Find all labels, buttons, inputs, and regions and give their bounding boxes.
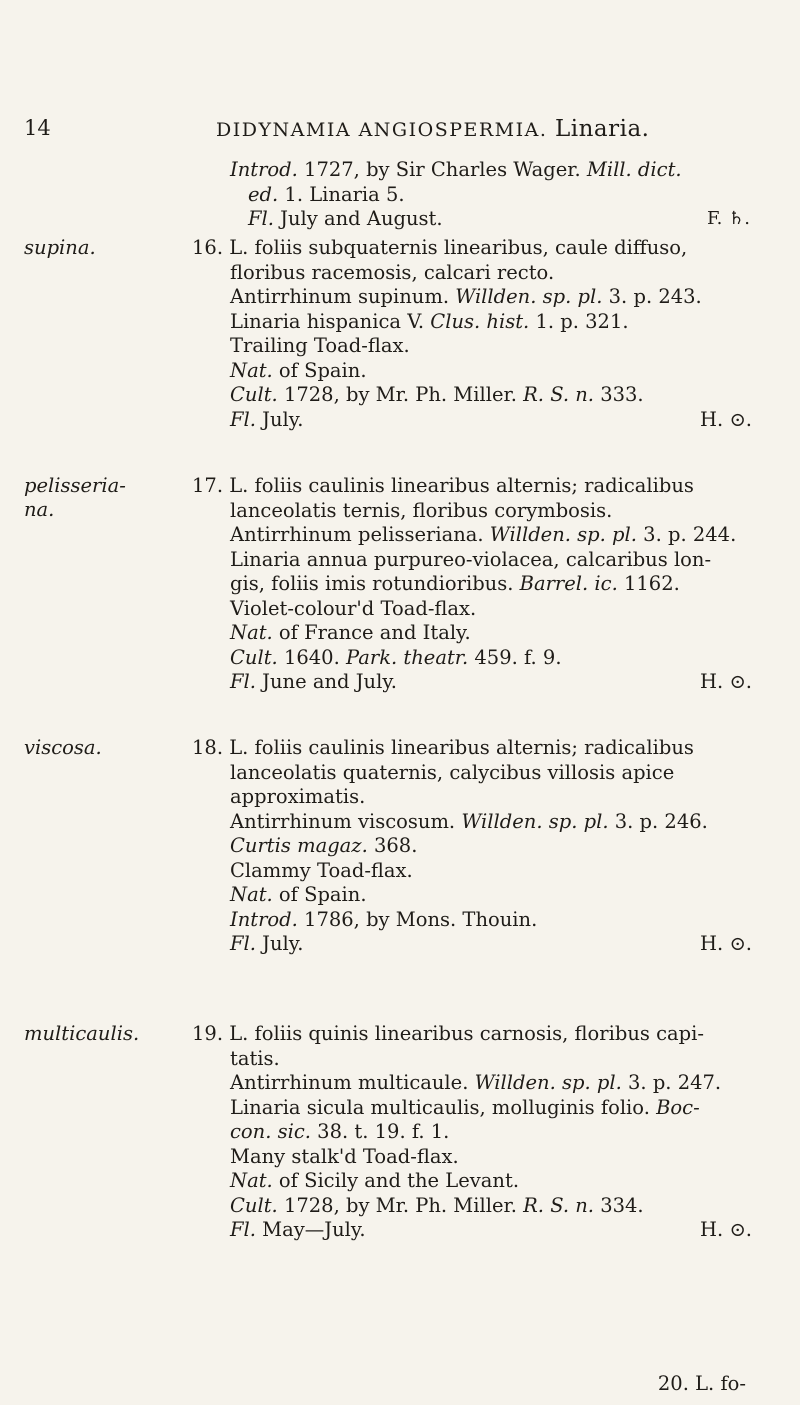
habit-symbol: H. ⊙. — [700, 670, 752, 693]
cultivation-line: Cult. 1728, by Mr. Ph. Miller. R. S. n. 333. — [230, 383, 644, 406]
running-title-genus: Linaria. — [554, 116, 650, 142]
entry-body — [192, 474, 752, 695]
synonym-line: Antirrhinum multicaule. Willden. sp. pl. 3. p. 247. — [230, 1071, 722, 1094]
entry-body — [192, 1022, 752, 1243]
synonym-line: Antirrhinum supinum. Willden. sp. pl. 3. p. 243. — [230, 285, 702, 308]
synonym-line: gis, foliis imis rotundioribus. Barrel. ic. 1162. — [230, 572, 680, 595]
common-name: Trailing Toad-flax. — [230, 334, 410, 357]
synonym-line: Curtis magaz. 368. — [230, 834, 418, 857]
diagnosis-line: tatis. — [230, 1046, 280, 1070]
species-name: supina. — [24, 236, 96, 259]
synonym-line: Linaria sicula multicaulis, molluginis folio. Boc- — [230, 1095, 700, 1119]
common-name: Clammy Toad-flax. — [230, 858, 413, 882]
perennial-symbol: F. ♄. — [707, 208, 750, 229]
diagnosis-line: 19. L. foliis quinis linearibus carnosis, floribus capi- — [192, 1022, 704, 1045]
habit-symbol: H. ⊙. — [700, 1218, 752, 1241]
habit-symbol: H. ⊙. — [700, 407, 752, 431]
native-line: Nat. of Spain. — [230, 883, 367, 906]
species-name: multicaulis. — [24, 1022, 140, 1045]
diagnosis-line: lanceolatis quaternis, calycibus villosis apice — [230, 760, 675, 784]
diagnosis-line: 18. L. foliis caulinis linearibus alternis; radicalibus — [192, 736, 694, 759]
native-line: Nat. of Spain. — [230, 358, 367, 382]
synonym-line: Linaria hispanica V. Clus. hist. 1. p. 321. — [230, 309, 629, 333]
synonym-line: Antirrhinum pelisseriana. Willden. sp. pl. 3. p. 244. — [230, 523, 737, 546]
intro-line-1: Introd. 1727, by Sir Charles Wager. Mill. dict. — [230, 158, 682, 181]
running-title — [216, 116, 649, 142]
cultivation-line: Cult. 1728, by Mr. Ph. Miller. R. S. n. 334. — [230, 1193, 644, 1217]
native-line: Nat. of France and Italy. — [230, 621, 471, 644]
native-line: Nat. of Sicily and the Levant. — [230, 1169, 520, 1192]
diagnosis-line: 16. L. foliis subquaternis linearibus, caule diffuso, — [192, 236, 688, 259]
diagnosis-line: floribus racemosis, calcari recto. — [230, 260, 555, 284]
synonym-line: Linaria annua purpureo-violacea, calcaribus lon- — [230, 547, 712, 571]
entry-body — [192, 236, 752, 432]
running-title-text: DIDYNAMIA ANGIOSPERMIA. — [216, 119, 548, 141]
common-name: Many stalk'd Toad-flax. — [230, 1144, 459, 1168]
intro-line-3: Fl. July and August. F. ♄. — [248, 207, 750, 230]
species-name: viscosa. — [24, 736, 102, 759]
flowering-line: Fl. July. H. ⊙. — [230, 932, 752, 955]
page-number: 14 — [24, 116, 51, 140]
entry-body — [192, 736, 752, 957]
flowering-line: Fl. May—July. H. ⊙. — [230, 1218, 752, 1241]
synonym-line: con. sic. 38. t. 19. f. 1. — [230, 1120, 450, 1143]
flowering-line: Fl. June and July. H. ⊙. — [230, 670, 752, 693]
intro-line-2: ed. 1. Linaria 5. — [248, 182, 405, 206]
continuation-block — [230, 158, 750, 232]
species-name: pelisseria- na. — [24, 474, 126, 521]
cultivation-line: Cult. 1640. Park. theatr. 459. f. 9. — [230, 645, 562, 669]
catchword: 20. L. fo- — [657, 1372, 746, 1395]
diagnosis-line: approximatis. — [230, 785, 366, 808]
running-header — [24, 112, 744, 146]
diagnosis-line: 17. L. foliis caulinis linearibus alternis; radicalibus — [192, 474, 694, 497]
synonym-line: Antirrhinum viscosum. Willden. sp. pl. 3. p. 246. — [230, 809, 708, 833]
flowering-line: Fl. July. H. ⊙. — [230, 407, 752, 431]
common-name: Violet-colour'd Toad-flax. — [230, 596, 477, 620]
introduction-line: Introd. 1786, by Mons. Thouin. — [230, 907, 538, 931]
diagnosis-line: lanceolatis ternis, floribus corymbosis. — [230, 498, 613, 522]
habit-symbol: H. ⊙. — [700, 932, 752, 955]
